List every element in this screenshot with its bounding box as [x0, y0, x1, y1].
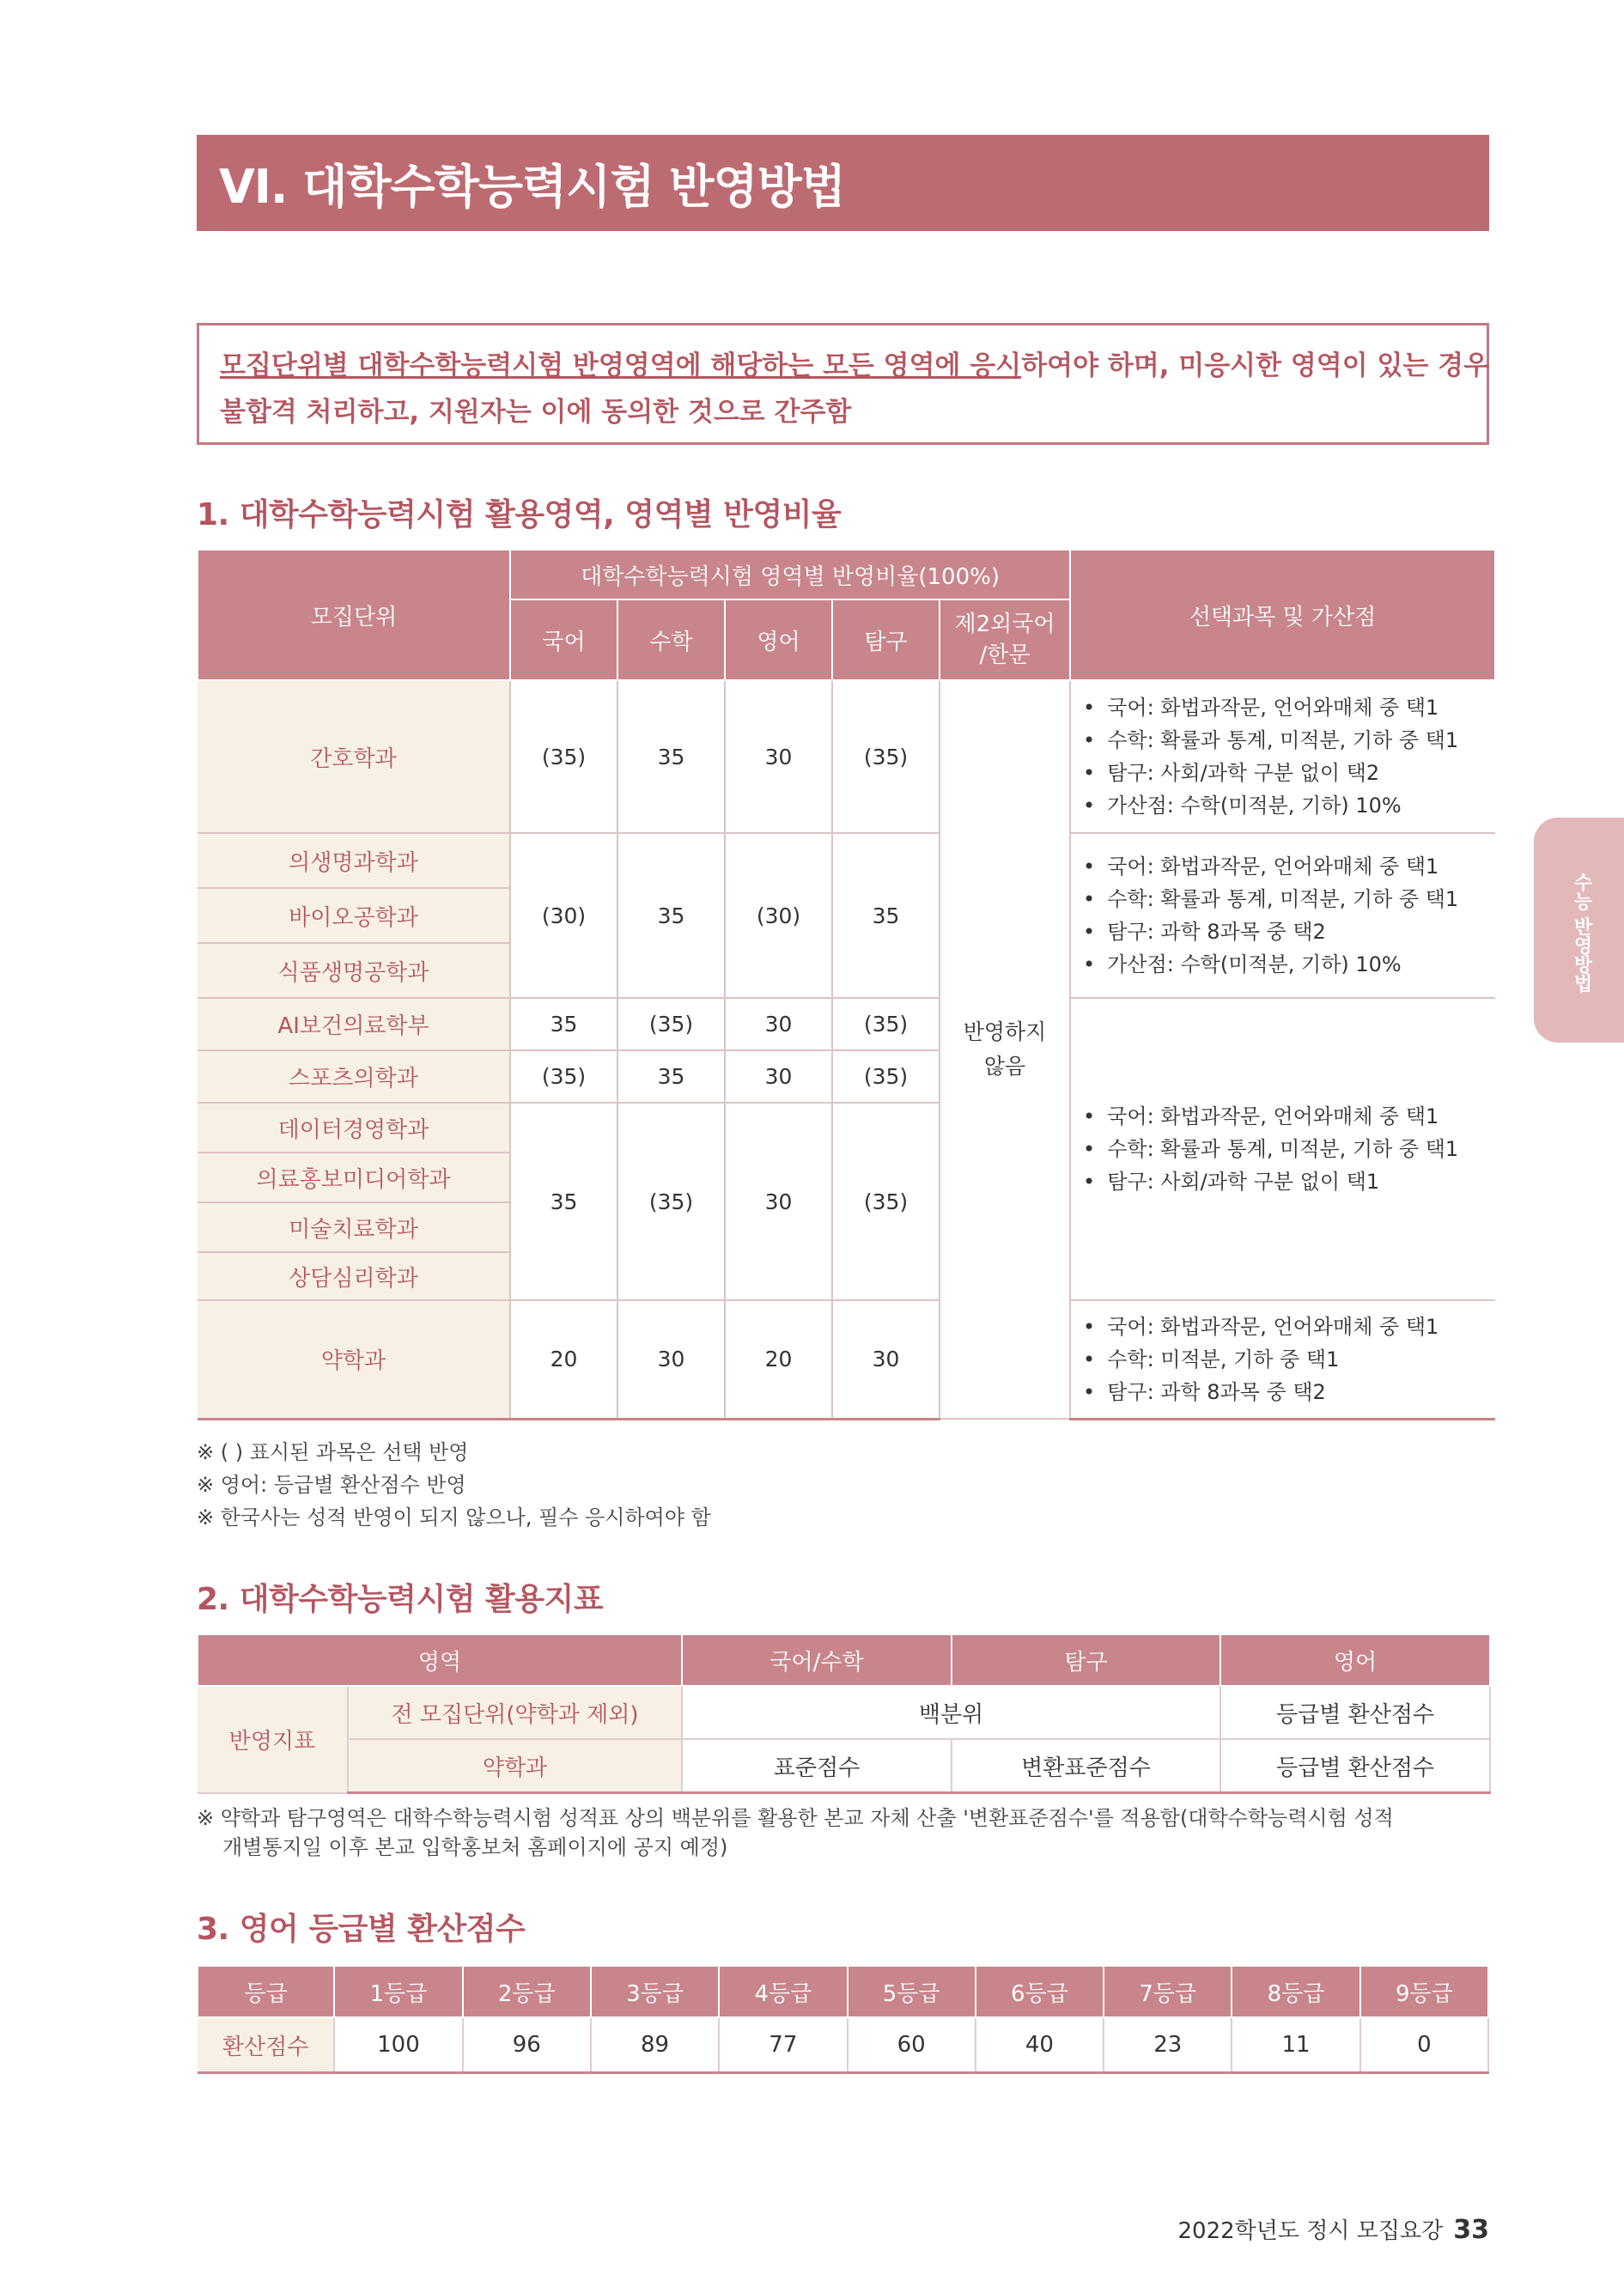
english-cell: 30 — [725, 1050, 832, 1103]
elective-item: • 국어: 화법과작문, 언어와매체 중 택1 — [1083, 1100, 1495, 1133]
elective-item: • 국어: 화법과작문, 언어와매체 중 택1 — [1083, 1311, 1495, 1343]
score-cell: 100 — [334, 2017, 462, 2073]
english-cell: 20 — [725, 1300, 832, 1419]
unit-cell: 스포츠의학과 — [198, 1050, 510, 1103]
inquiry-cell: (35) — [832, 1050, 940, 1103]
header-area: 영역 — [198, 1634, 682, 1686]
math-cell: 35 — [617, 680, 725, 833]
page-banner — [197, 135, 1489, 231]
notice-line-1 — [220, 343, 1490, 389]
note-line: ※ ( ) 표시된 과목은 선택 반영 — [197, 1440, 469, 1464]
ratio-table — [197, 549, 1496, 1420]
section3-title: 3. 영어 등급별 환산점수 — [197, 1912, 526, 1947]
unit-cell: 식품생명공학과 — [198, 943, 510, 998]
row1-english: 등급별 환산점수 — [1220, 1686, 1490, 1739]
grade-header: 6등급 — [976, 1966, 1104, 2017]
index-table — [197, 1633, 1491, 1794]
footer-text: 2022학년도 정시 모집요강 — [1177, 2218, 1444, 2244]
section2-note — [197, 1803, 1394, 1862]
notice-rest: 하여야 하며, 미응시한 영역이 있는 경우 — [1021, 350, 1490, 381]
note-line: ※ 영어: 등급별 환산점수 반영 — [197, 1473, 466, 1497]
unit-cell: 의생명과학과 — [198, 833, 510, 888]
header-english: 영어 — [1220, 1634, 1490, 1686]
english-score-table — [197, 1965, 1489, 2074]
elective-item: • 수학: 확률과 통계, 미적분, 기하 중 택1 — [1083, 1133, 1495, 1165]
korean-cell: (35) — [510, 1050, 617, 1103]
section1-title: 1. 대학수학능력시험 활용영역, 영역별 반영비율 — [197, 497, 842, 532]
row2-inquiry: 변환표준점수 — [952, 1739, 1220, 1793]
header-second-language-2: /한문 — [979, 642, 1031, 668]
unit-cell: 바이오공학과 — [198, 888, 510, 943]
english-cell: 30 — [725, 680, 832, 833]
unit-cell: 상담심리학과 — [198, 1252, 510, 1300]
header-grade: 등급 — [198, 1966, 334, 2017]
korean-cell: 20 — [510, 1300, 617, 1419]
section1-notes — [197, 1436, 711, 1534]
elective-item: • 탐구: 사회/과학 구분 없이 택1 — [1083, 1165, 1495, 1198]
elective-item: • 국어: 화법과작문, 언어와매체 중 택1 — [1083, 850, 1495, 883]
row1-kor-math-inquiry: 백분위 — [682, 1686, 1220, 1739]
score-cell: 40 — [976, 2017, 1104, 2073]
score-cell: 23 — [1104, 2017, 1232, 2073]
note-line: ※ 약학과 탐구영역은 대학수학능력시험 성적표 상의 백분위를 활용한 본교 자체 산출 '변환표준점수'를 적용함(대학수학능력시험 성적 — [197, 1806, 1394, 1830]
header-kor-math: 국어/수학 — [682, 1634, 952, 1686]
grade-header: 5등급 — [848, 1966, 976, 2017]
grade-header: 7등급 — [1104, 1966, 1232, 2017]
unit-cell: AI보건의료학부 — [198, 998, 510, 1050]
grade-header: 4등급 — [719, 1966, 847, 2017]
elective-item: • 가산점: 수학(미적분, 기하) 10% — [1083, 948, 1495, 981]
row-label: 반영지표 — [198, 1686, 348, 1793]
header-elective: 선택과목 및 가산점 — [1070, 550, 1495, 680]
notice-underlined: 모집단위별 대학수학능력시험 반영영역에 해당하는 모든 영역에 응시 — [220, 350, 1022, 381]
elective-cell — [1070, 833, 1495, 998]
score-cell: 77 — [719, 2017, 847, 2073]
korean-cell: 35 — [510, 998, 617, 1050]
header-english: 영어 — [725, 599, 832, 680]
elective-item: • 탐구: 과학 8과목 중 택2 — [1083, 915, 1495, 948]
row2-kor-math: 표준점수 — [682, 1739, 952, 1793]
elective-item: • 수학: 확률과 통계, 미적분, 기하 중 택1 — [1083, 883, 1495, 915]
math-cell: (35) — [617, 998, 725, 1050]
row-label-score: 환산점수 — [198, 2017, 334, 2073]
elective-item: • 수학: 미적분, 기하 중 택1 — [1083, 1343, 1495, 1376]
note-line: ※ 한국사는 성적 반영이 되지 않으나, 필수 응시하여야 함 — [197, 1505, 711, 1530]
unit-cell: 데이터경영학과 — [198, 1103, 510, 1153]
elective-item: • 탐구: 사회/과학 구분 없이 택2 — [1083, 757, 1495, 789]
math-cell: 30 — [617, 1300, 725, 1419]
score-cell: 11 — [1232, 2017, 1359, 2073]
page-title: VI. 대학수학능력시험 반영방법 — [219, 159, 845, 214]
score-cell: 0 — [1360, 2017, 1488, 2073]
korean-cell: 35 — [510, 1103, 617, 1300]
row2-english: 등급별 환산점수 — [1220, 1739, 1490, 1793]
side-tab[interactable] — [1534, 818, 1624, 1043]
second-language-cell — [940, 680, 1070, 1419]
elective-cell — [1070, 1300, 1495, 1419]
header-ratio: 대학수학능력시험 영역별 반영비율(100%) — [510, 550, 1070, 599]
section2-title: 2. 대학수학능력시험 활용지표 — [197, 1582, 604, 1617]
elective-item: • 가산점: 수학(미적분, 기하) 10% — [1083, 789, 1495, 822]
elective-item: • 국어: 화법과작문, 언어와매체 중 택1 — [1083, 691, 1495, 724]
header-second-language — [940, 599, 1070, 680]
elective-item: • 탐구: 과학 8과목 중 택2 — [1083, 1376, 1495, 1408]
english-cell: (30) — [725, 833, 832, 998]
grade-header: 1등급 — [334, 1966, 462, 2017]
score-cell: 96 — [463, 2017, 591, 2073]
elective-item: • 수학: 확률과 통계, 미적분, 기하 중 택1 — [1083, 724, 1495, 757]
english-cell: 30 — [725, 1103, 832, 1300]
unit-cell: 약학과 — [198, 1300, 510, 1419]
korean-cell: (30) — [510, 833, 617, 998]
notice-box — [197, 323, 1489, 445]
elective-cell — [1070, 998, 1495, 1300]
inquiry-cell: (35) — [832, 998, 940, 1050]
second-language-value-2: 않음 — [983, 1054, 1026, 1079]
row2-label: 약학과 — [348, 1739, 682, 1793]
header-second-language-1: 제2외국어 — [954, 611, 1055, 637]
inquiry-cell: (35) — [832, 1103, 940, 1300]
header-korean: 국어 — [510, 599, 617, 680]
math-cell: 35 — [617, 1050, 725, 1103]
header-math: 수학 — [617, 599, 725, 680]
math-cell: 35 — [617, 833, 725, 998]
score-cell: 89 — [591, 2017, 719, 2073]
page-footer — [1178, 2213, 1490, 2245]
header-inquiry: 탐구 — [952, 1634, 1220, 1686]
grade-header: 2등급 — [463, 1966, 591, 2017]
math-cell: (35) — [617, 1103, 725, 1300]
inquiry-cell: (35) — [832, 680, 940, 833]
second-language-value-1: 반영하지 — [963, 1019, 1047, 1044]
english-cell: 30 — [725, 998, 832, 1050]
elective-cell — [1070, 680, 1495, 833]
korean-cell: (35) — [510, 680, 617, 833]
note-line: 개별통지일 이후 본교 입학홍보처 홈페이지에 공지 예정) — [222, 1835, 728, 1859]
unit-cell: 간호학과 — [198, 680, 510, 833]
grade-header: 8등급 — [1232, 1966, 1359, 2017]
unit-cell: 미술치료학과 — [198, 1202, 510, 1252]
unit-cell: 의료홍보미디어학과 — [198, 1153, 510, 1202]
grade-header: 9등급 — [1360, 1966, 1488, 2017]
score-cell: 60 — [848, 2017, 976, 2073]
inquiry-cell: 30 — [832, 1300, 940, 1419]
header-inquiry: 탐구 — [832, 599, 940, 680]
row1-label: 전 모집단위(약학과 제외) — [348, 1686, 682, 1739]
header-unit: 모집단위 — [198, 550, 510, 680]
side-tab-label: 수능 반영방법 — [1571, 873, 1592, 993]
notice-line-2: 불합격 처리하고, 지원자는 이에 동의한 것으로 간주함 — [220, 397, 852, 428]
page-number: 33 — [1453, 2215, 1489, 2245]
inquiry-cell: 35 — [832, 833, 940, 998]
grade-header: 3등급 — [591, 1966, 719, 2017]
